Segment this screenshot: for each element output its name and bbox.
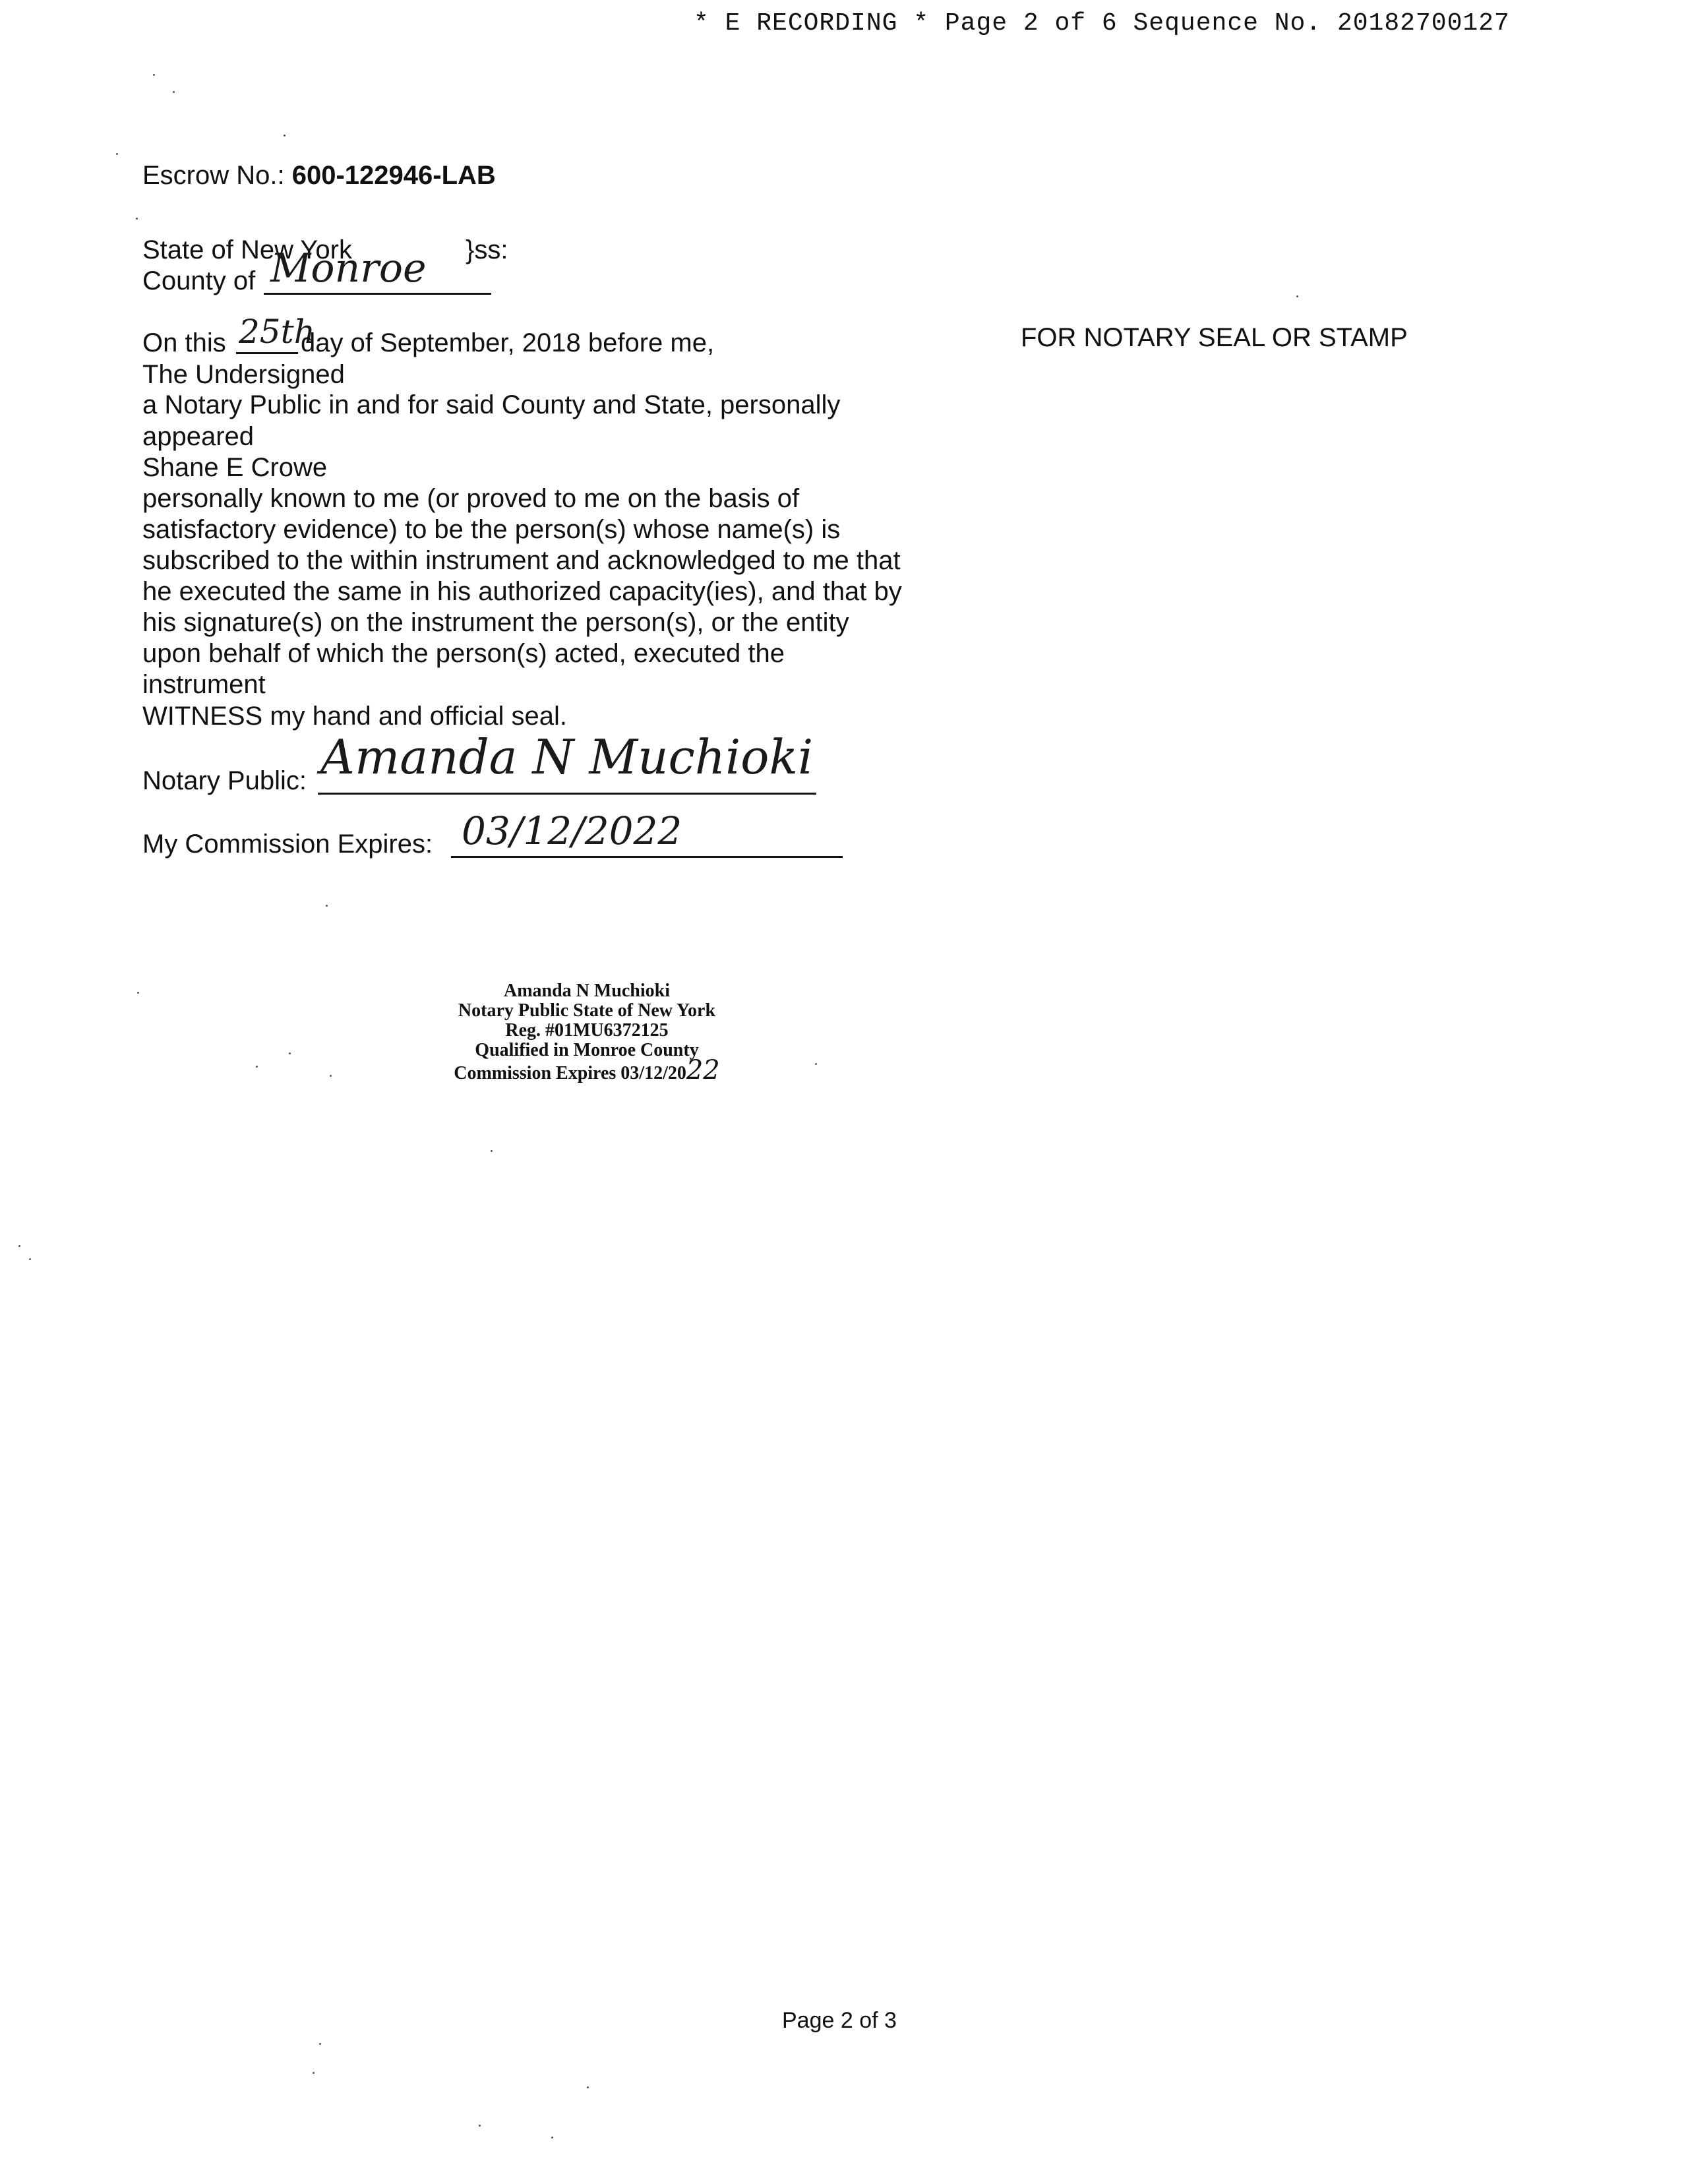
escrow-label: Escrow No.: xyxy=(142,161,285,190)
scan-speck xyxy=(18,1245,20,1247)
county-label: County of xyxy=(142,266,256,295)
ack-line-5: Shane E Crowe xyxy=(142,453,328,482)
scan-speck xyxy=(479,2125,481,2127)
ack-line-9: he executed the same in his authorized capacity(ies), and that by xyxy=(142,577,902,606)
state-line: State of New York xyxy=(142,235,352,264)
scan-speck xyxy=(313,2072,315,2074)
ack-line-7: satisfactory evidence) to be the person(s) whose name(s) is xyxy=(142,515,841,544)
scan-speck xyxy=(137,992,139,994)
escrow-line xyxy=(142,160,496,191)
day-handwritten: 25th xyxy=(239,313,315,351)
notary-stamp xyxy=(422,981,752,1083)
ack-line-6: personally known to me (or proved to me on the basis of xyxy=(142,484,800,513)
scan-speck xyxy=(319,2043,321,2045)
scan-speck xyxy=(330,1075,332,1077)
ack-line-4: appeared xyxy=(142,422,255,451)
commission-handwritten: 03/12/2022 xyxy=(462,808,682,853)
on-this-label: On this xyxy=(142,328,226,357)
scan-speck xyxy=(326,905,328,907)
scan-speck xyxy=(173,91,175,93)
scan-speck xyxy=(256,1066,258,1068)
stamp-expiry-handwritten: 22 xyxy=(686,1055,720,1085)
scan-speck xyxy=(491,1150,493,1152)
scan-speck xyxy=(116,153,118,155)
ack-line-13: WITNESS my hand and official seal. xyxy=(142,702,567,731)
stamp-line-4: Qualified in Monroe County xyxy=(475,1040,699,1060)
stamp-line-2: Notary Public State of New York xyxy=(458,1000,716,1021)
scan-speck xyxy=(284,135,286,136)
notary-signature: Amanda N Muchioki xyxy=(320,729,814,785)
ack-line-12: instrument xyxy=(142,670,266,699)
scan-speck xyxy=(1296,295,1298,297)
county-handwritten: Monroe xyxy=(270,245,427,291)
ack-line-2: The Undersigned xyxy=(142,360,345,389)
scan-speck xyxy=(815,1063,817,1065)
stamp-line-3: Reg. #01MU6372125 xyxy=(505,1020,669,1041)
scan-speck xyxy=(29,1258,31,1260)
ss-mark: }ss: xyxy=(466,235,508,264)
scan-speck xyxy=(153,74,155,76)
scan-speck xyxy=(587,2086,589,2088)
scan-speck xyxy=(551,2137,553,2138)
notary-public-label: Notary Public: xyxy=(142,766,307,795)
ack-line-11: upon behalf of which the person(s) acted, executed the xyxy=(142,639,785,668)
ack-line-8: subscribed to the within instrument and acknowledged to me that xyxy=(142,546,901,575)
escrow-number: 600-122946-LAB xyxy=(291,161,496,190)
scan-speck xyxy=(136,218,138,220)
recording-header: * E RECORDING * Page 2 of 6 Sequence No. 20182700127 xyxy=(694,9,1510,38)
stamp-line-5 xyxy=(422,1055,752,1085)
notary-seal-label: FOR NOTARY SEAL OR STAMP xyxy=(1021,323,1408,352)
ack-line-10: his signature(s) on the instrument the person(s), or the entity xyxy=(142,608,849,637)
page-footer: Page 2 of 3 xyxy=(782,2008,897,2033)
commission-label: My Commission Expires: xyxy=(142,830,433,859)
scan-speck xyxy=(289,1052,291,1054)
date-text: day of September, 2018 before me, xyxy=(301,328,715,357)
ack-line-3: a Notary Public in and for said County and State, personally xyxy=(142,390,841,419)
stamp-line-1: Amanda N Muchioki xyxy=(503,981,671,1001)
stamp-expiry-text: Commission Expires 03/12/20 xyxy=(454,1063,686,1083)
